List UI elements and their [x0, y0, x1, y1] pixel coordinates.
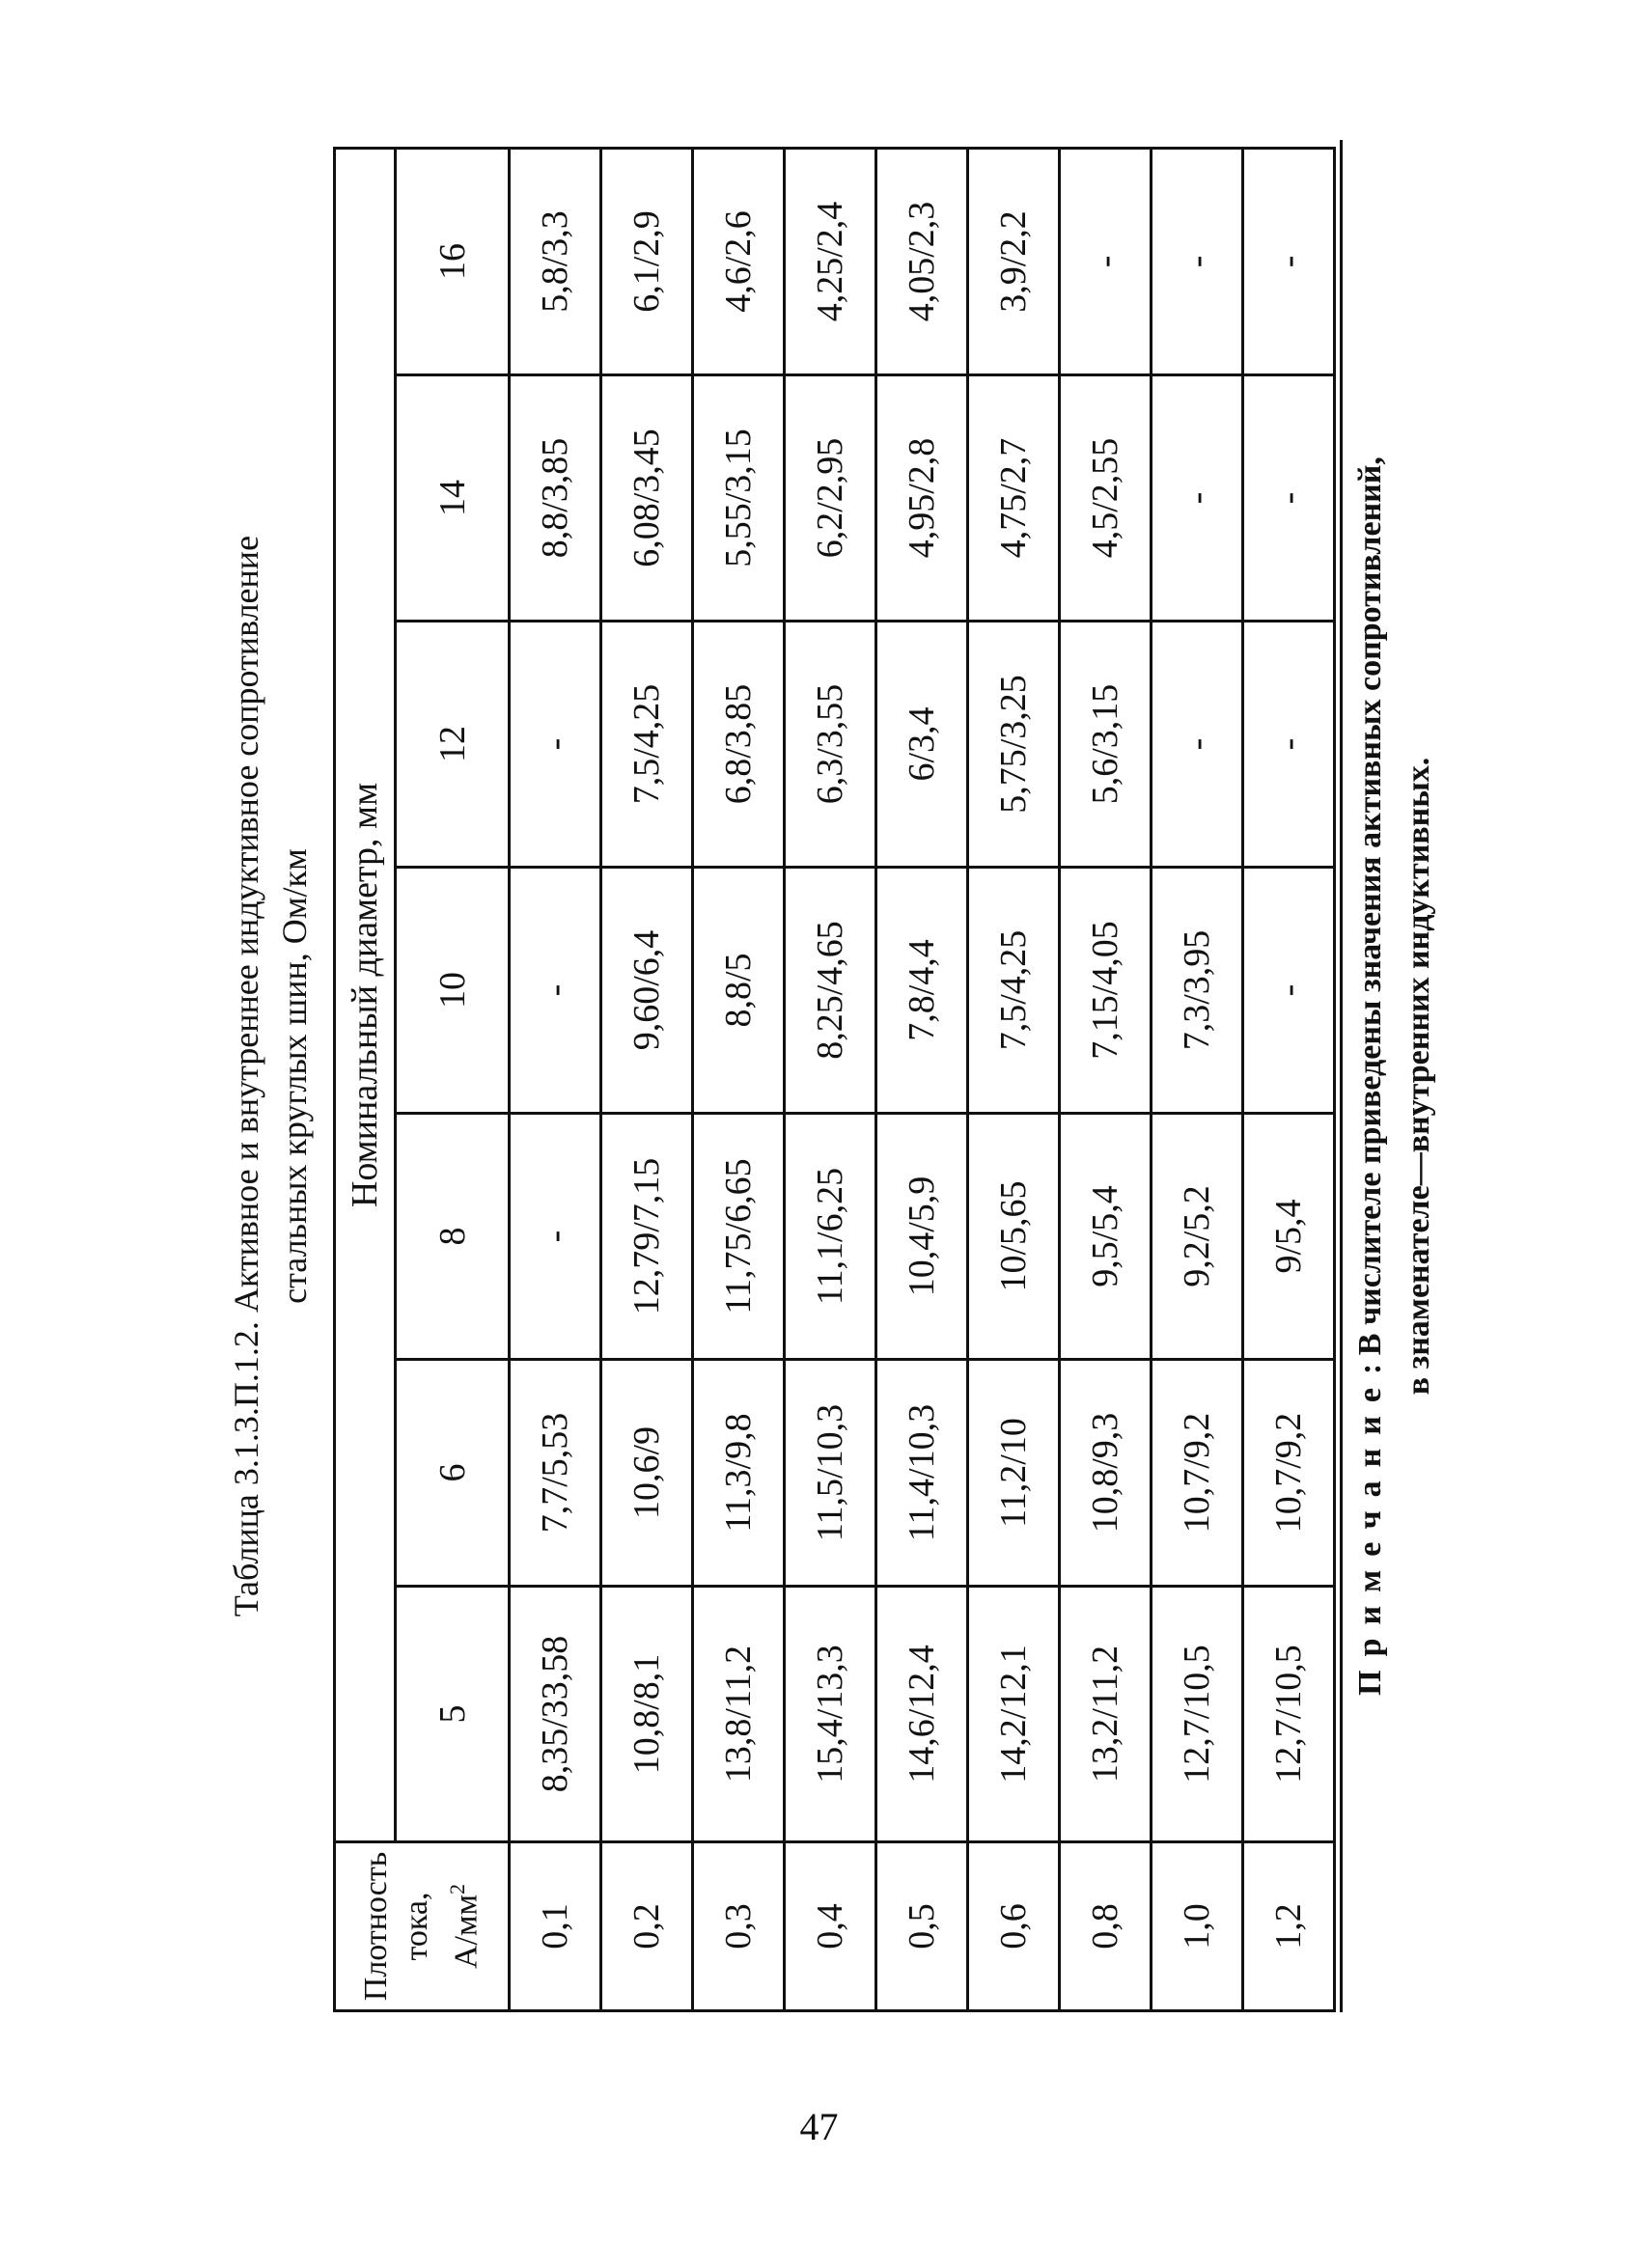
corner-header-line-3: А/мм — [448, 1894, 485, 1970]
resistance-value-cell: 4,6/2,6 — [693, 148, 785, 374]
note-line-2: в знаменателе—внутренних индуктивных. — [1401, 757, 1436, 1396]
diameter-header-cell: 8 — [396, 1114, 510, 1360]
resistance-value-cell: - — [1243, 375, 1335, 622]
corner-header-line-1: Плотность — [358, 1851, 395, 2002]
current-density-header — [335, 1842, 510, 2011]
corner-header-sup: 2 — [445, 1883, 470, 1895]
note-line-1: : В числителе приведены значения активных сопротивлений, — [1352, 456, 1388, 1375]
resistance-value-cell: 10,7/9,2 — [1152, 1360, 1243, 1587]
resistance-value-cell: 7,7/5,53 — [510, 1360, 601, 1587]
resistance-value-cell: 5,75/3,25 — [968, 622, 1060, 868]
resistance-value-cell: 15,4/13,3 — [785, 1587, 876, 1842]
table-title — [222, 140, 319, 2012]
resistance-value-cell: 14,6/12,4 — [876, 1587, 968, 1842]
table-row — [1152, 148, 1243, 2010]
resistance-value-cell: 14,2/12,1 — [968, 1587, 1060, 1842]
table-title-line-1: Таблица 3.1.3.П.1.2. Активное и внутреннее индуктивное сопротивление — [227, 535, 265, 1618]
resistance-value-cell: 8,35/33,58 — [510, 1587, 601, 1842]
page-number: 47 — [799, 2105, 839, 2148]
rotated-landscape-page — [212, 140, 1467, 2012]
diameter-header-cell: 5 — [396, 1587, 510, 1842]
resistance-value-cell: 6,2/2,95 — [785, 375, 876, 622]
resistance-value-cell: 4,05/2,3 — [876, 148, 968, 374]
resistance-value-cell: 4,95/2,8 — [876, 375, 968, 622]
table-row — [1060, 148, 1152, 2010]
resistance-value-cell: 13,2/11,2 — [1060, 1587, 1152, 1842]
resistance-value-cell: 7,8/4,4 — [876, 868, 968, 1114]
table-row — [693, 148, 785, 2010]
resistance-value-cell: - — [1152, 148, 1243, 374]
resistance-value-cell: 11,3/9,8 — [693, 1360, 785, 1587]
resistance-value-cell: 11,75/6,65 — [693, 1114, 785, 1360]
table-note — [1346, 140, 1443, 2012]
resistance-value-cell: - — [1152, 622, 1243, 868]
diameter-header-cell: 14 — [396, 375, 510, 622]
corner-header-line-2: тока, — [399, 1892, 435, 1961]
diameter-header-cell: 6 — [396, 1360, 510, 1587]
resistance-value-cell: 6/3,4 — [876, 622, 968, 868]
resistance-value-cell: 9,60/6,4 — [601, 868, 693, 1114]
resistance-value-cell: 4,25/2,4 — [785, 148, 876, 374]
resistance-value-cell: - — [510, 868, 601, 1114]
resistance-value-cell: 11,2/10 — [968, 1360, 1060, 1587]
diameter-header-row — [396, 148, 510, 2010]
density-cell: 0,1 — [510, 1842, 601, 2011]
resistance-value-cell: - — [510, 1114, 601, 1360]
density-cell: 0,2 — [601, 1842, 693, 2011]
resistance-value-cell: 11,1/6,25 — [785, 1114, 876, 1360]
diameter-header-cell: 12 — [396, 622, 510, 868]
resistance-value-cell: - — [1243, 148, 1335, 374]
resistance-value-cell: 7,3/3,95 — [1152, 868, 1243, 1114]
density-cell: 0,5 — [876, 1842, 968, 2011]
resistance-value-cell: - — [1243, 622, 1335, 868]
resistance-value-cell: 10,7/9,2 — [1243, 1360, 1335, 1587]
note-rule — [1340, 140, 1343, 2012]
resistance-value-cell: 9,5/5,4 — [1060, 1114, 1152, 1360]
density-cell: 1,0 — [1152, 1842, 1243, 2011]
table-row — [876, 148, 968, 2010]
resistance-value-cell: 8,8/5 — [693, 868, 785, 1114]
diameter-header-cell: 16 — [396, 148, 510, 374]
resistance-value-cell: 6,1/2,9 — [601, 148, 693, 374]
resistance-value-cell: 6,08/3,45 — [601, 375, 693, 622]
resistance-value-cell: 8,8/3,85 — [510, 375, 601, 622]
table-row — [785, 148, 876, 2010]
table-body — [510, 148, 1335, 2010]
density-cell: 0,8 — [1060, 1842, 1152, 2011]
resistance-value-cell: 8,25/4,65 — [785, 868, 876, 1114]
resistance-value-cell: - — [1152, 375, 1243, 622]
resistance-value-cell: 4,75/2,7 — [968, 375, 1060, 622]
nominal-diameter-header: Номинальный диаметр, мм — [335, 148, 396, 1841]
resistance-value-cell: 9,2/5,2 — [1152, 1114, 1243, 1360]
resistance-value-cell: 12,7/10,5 — [1243, 1587, 1335, 1842]
resistance-value-cell: 6,8/3,85 — [693, 622, 785, 868]
density-cell: 0,6 — [968, 1842, 1060, 2011]
density-cell: 0,4 — [785, 1842, 876, 2011]
resistance-value-cell: - — [1060, 148, 1152, 374]
resistance-value-cell: 13,8/11,2 — [693, 1587, 785, 1842]
resistance-value-cell: 11,5/10,3 — [785, 1360, 876, 1587]
resistance-value-cell: - — [510, 622, 601, 868]
resistance-value-cell: - — [1243, 868, 1335, 1114]
note-label: Примечание — [1352, 1374, 1388, 1696]
resistance-value-cell: 5,8/3,3 — [510, 148, 601, 374]
density-cell: 0,3 — [693, 1842, 785, 2011]
diameter-header-cell: 10 — [396, 868, 510, 1114]
header-row-group — [335, 148, 396, 2010]
table-row — [968, 148, 1060, 2010]
resistance-value-cell: 7,5/4,25 — [601, 622, 693, 868]
resistance-value-cell: 7,5/4,25 — [968, 868, 1060, 1114]
resistance-value-cell: 6,3/3,55 — [785, 622, 876, 868]
resistance-value-cell: 10/5,65 — [968, 1114, 1060, 1360]
resistance-value-cell: 9/5,4 — [1243, 1114, 1335, 1360]
resistance-value-cell: 12,79/7,15 — [601, 1114, 693, 1360]
resistance-value-cell: 7,15/4,05 — [1060, 868, 1152, 1114]
resistance-value-cell: 10,8/8,1 — [601, 1587, 693, 1842]
resistance-value-cell: 11,4/10,3 — [876, 1360, 968, 1587]
density-cell: 1,2 — [1243, 1842, 1335, 2011]
resistance-value-cell: 3,9/2,2 — [968, 148, 1060, 374]
resistance-value-cell: 10,6/9 — [601, 1360, 693, 1587]
table-row — [510, 148, 601, 2010]
resistance-table — [333, 147, 1336, 2012]
table-row — [601, 148, 693, 2010]
resistance-value-cell: 4,5/2,55 — [1060, 375, 1152, 622]
resistance-value-cell: 10,4/5,9 — [876, 1114, 968, 1360]
resistance-value-cell: 5,55/3,15 — [693, 375, 785, 622]
table-row — [1243, 148, 1335, 2010]
resistance-value-cell: 5,6/3,15 — [1060, 622, 1152, 868]
table-title-line-2: стальных круглых шин, Ом/км — [275, 848, 314, 1304]
resistance-value-cell: 12,7/10,5 — [1152, 1587, 1243, 1842]
resistance-value-cell: 10,8/9,3 — [1060, 1360, 1152, 1587]
